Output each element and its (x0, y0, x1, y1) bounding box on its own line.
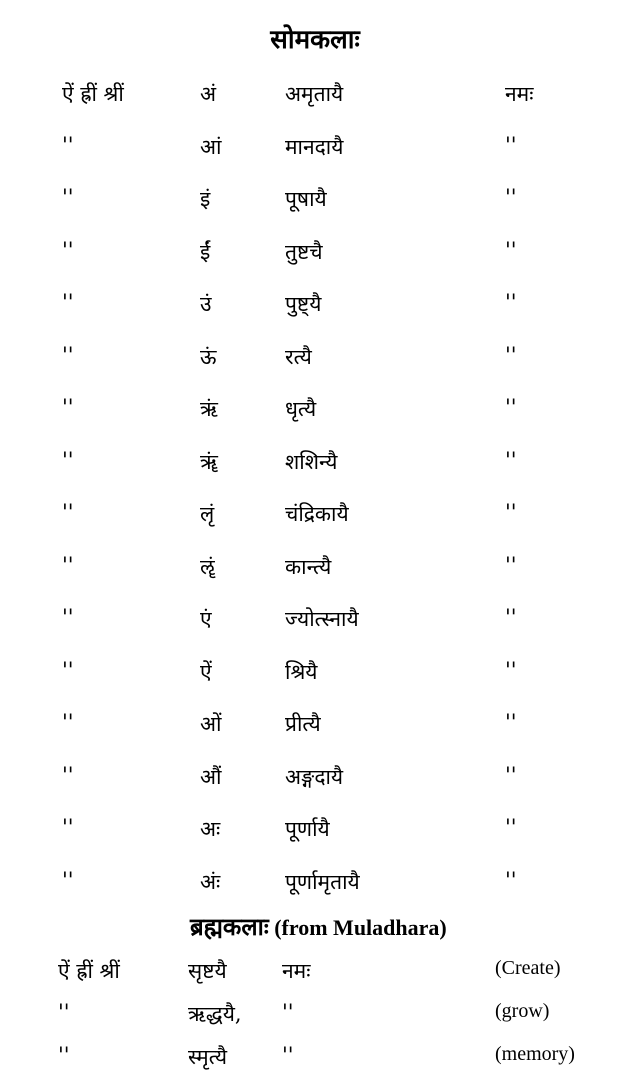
mantra-suffix: '' (505, 500, 517, 524)
mantra-suffix: '' (505, 552, 517, 577)
mantra-prefix: '' (62, 237, 74, 262)
mantra-row (0, 710, 630, 750)
brahma-row (0, 1043, 630, 1083)
mantra-prefix: '' (62, 762, 74, 787)
mantra-prefix: '' (62, 395, 74, 419)
mantra-prefix: ऐं ह्रीं श्रीं (62, 82, 124, 106)
bija-syllable: अः (200, 817, 221, 841)
mantra-row (0, 658, 630, 698)
kala-name: स्मृत्यै (188, 1045, 227, 1069)
mantra-suffix: '' (505, 605, 517, 629)
bija-syllable: लृं (200, 502, 215, 526)
bija-syllable: एं (200, 607, 212, 631)
mantra-suffix: '' (505, 237, 517, 262)
section-heading (190, 910, 447, 943)
mantra-prefix: '' (62, 500, 74, 524)
bija-syllable: अं (200, 82, 217, 106)
kala-name: धृत्यै (285, 397, 317, 421)
kala-name: अङ्गदायै (285, 764, 344, 789)
bija-syllable: ईं (200, 239, 211, 264)
mantra-prefix: '' (58, 1043, 70, 1067)
brahma-row (0, 957, 630, 997)
mantra-suffix: '' (505, 867, 517, 892)
mantra-row (0, 500, 630, 540)
kala-name: मानदायै (285, 134, 344, 159)
mantra-row (0, 238, 630, 278)
kala-name: अमृतायै (285, 82, 344, 106)
mantra-row (0, 763, 630, 803)
mantra-row (0, 395, 630, 435)
mantra-row (0, 80, 630, 120)
mantra-row (0, 553, 630, 593)
mantra-prefix: '' (62, 447, 74, 472)
mantra-suffix: नमः (282, 959, 311, 983)
mantra-suffix: '' (505, 710, 517, 734)
mantra-suffix: '' (505, 657, 517, 682)
mantra-prefix: ऐं ह्रीं श्रीं (58, 959, 120, 983)
kala-name: पुष्ट्यै (285, 292, 322, 316)
bija-syllable: औं (200, 764, 222, 789)
english-meaning: (memory) (495, 1043, 575, 1065)
kala-name: प्रीत्यै (285, 712, 321, 736)
mantra-prefix: '' (62, 867, 74, 892)
mantra-suffix: नमः (505, 82, 534, 106)
bija-syllable: ऋं (200, 397, 218, 421)
mantra-suffix: '' (505, 342, 517, 367)
english-meaning: (grow) (495, 1000, 550, 1022)
mantra-prefix: '' (62, 552, 74, 577)
bija-syllable: इं (200, 187, 211, 211)
bija-syllable: अंः (200, 869, 221, 894)
kala-name: पूर्णायै (285, 817, 330, 841)
bija-syllable: ऐं (200, 659, 212, 684)
mantra-prefix: '' (62, 290, 74, 314)
mantra-prefix: '' (62, 815, 74, 839)
mantra-row (0, 133, 630, 173)
mantra-suffix: '' (282, 1000, 294, 1024)
kala-name: श्रियै (285, 659, 318, 684)
mantra-prefix: '' (62, 710, 74, 734)
mantra-suffix: '' (505, 185, 517, 209)
mantra-suffix: '' (505, 762, 517, 787)
bija-syllable: आं (200, 134, 222, 159)
kala-name: पूर्णामृतायै (285, 869, 360, 894)
mantra-row (0, 815, 630, 855)
mantra-prefix: '' (58, 1000, 70, 1024)
mantra-prefix: '' (62, 132, 74, 157)
mantra-prefix: '' (62, 605, 74, 629)
mantra-suffix: '' (505, 395, 517, 419)
kala-name: चंद्रिकायै (285, 502, 349, 526)
mantra-row (0, 290, 630, 330)
mantra-suffix: '' (505, 815, 517, 839)
mantra-row (0, 868, 630, 908)
bija-syllable: ऊं (200, 344, 217, 369)
kala-name: रत्यै (285, 344, 312, 369)
bija-syllable: ओं (200, 712, 222, 736)
section-heading-english: (from Muladhara) (268, 915, 447, 940)
mantra-row (0, 185, 630, 225)
section-heading-devanagari: ब्रह्मकलाः (190, 912, 269, 941)
kala-name: तुष्टचै (285, 239, 323, 264)
page-title: सोमकलाः (270, 25, 360, 55)
mantra-suffix: '' (505, 447, 517, 472)
bija-syllable: ॡं (200, 554, 215, 579)
mantra-suffix: '' (505, 290, 517, 314)
mantra-suffix: '' (505, 132, 517, 157)
mantra-prefix: '' (62, 185, 74, 209)
mantra-prefix: '' (62, 342, 74, 367)
kala-name: कान्त्यै (285, 554, 332, 579)
kala-name: पूषायै (285, 187, 327, 211)
mantra-prefix: '' (62, 657, 74, 682)
bija-syllable: उं (200, 292, 212, 316)
kala-name: ऋद्धयै, (188, 1002, 242, 1026)
kala-name: शशिन्यै (285, 449, 338, 474)
mantra-row (0, 343, 630, 383)
kala-name: सृष्टयै (188, 959, 227, 983)
english-meaning: (Create) (495, 957, 561, 979)
mantra-suffix: '' (282, 1043, 294, 1067)
mantra-row (0, 448, 630, 488)
brahma-row (0, 1000, 630, 1040)
bija-syllable: ॠं (200, 449, 218, 474)
mantra-row (0, 605, 630, 645)
kala-name: ज्योत्स्नायै (285, 607, 359, 631)
